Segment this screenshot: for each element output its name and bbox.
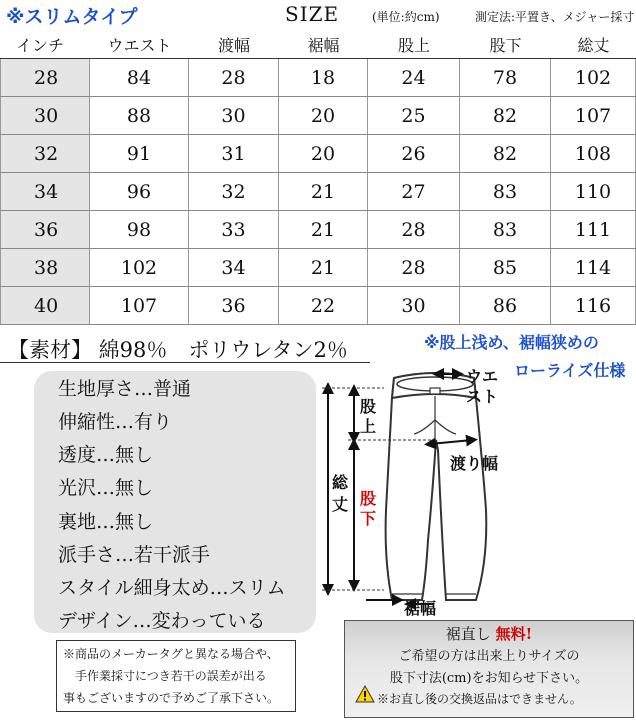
- value-cell: 22: [279, 287, 368, 324]
- value-cell: 102: [90, 249, 189, 286]
- header-rise: 股上: [397, 35, 430, 55]
- disclaimer-line3: 事もございますので予めご了承下さい。: [63, 691, 280, 705]
- inch-cell: 34: [0, 173, 90, 210]
- spec-design: デザイン…変わっている: [58, 610, 266, 632]
- repair-free-badge: 無料!: [495, 625, 533, 643]
- value-cell: 26: [368, 135, 460, 172]
- inch-cell: 32: [0, 135, 90, 172]
- table-row: [0, 249, 636, 287]
- spec-thickness: 生地厚さ…普通: [58, 378, 192, 400]
- size-heading: SIZE: [285, 2, 340, 26]
- value-cell: 110: [551, 173, 636, 210]
- table-row: [0, 287, 636, 325]
- repair-line1: ご希望の方は出来上りサイズの: [398, 649, 580, 664]
- value-cell: 85: [460, 249, 551, 286]
- table-row: [0, 97, 636, 135]
- value-cell: 20: [279, 135, 368, 172]
- inseam-label-1: 股: [360, 489, 377, 508]
- repair-line3: ※お直し後の交換返品はできません。: [377, 692, 582, 706]
- table-body: [0, 59, 636, 325]
- value-cell: 32: [189, 173, 279, 210]
- inch-cell: 40: [0, 287, 90, 324]
- value-cell: 21: [279, 249, 368, 286]
- value-cell: 107: [551, 97, 636, 134]
- material-text: 【素材】 綿98％ ポリウレタン2％: [8, 338, 348, 362]
- spec-fit: スタイル細身太め…スリム: [58, 577, 286, 599]
- disclaimer-line2: 手作業採寸につき若干の誤差が出る: [75, 669, 267, 683]
- value-cell: 86: [460, 287, 551, 324]
- repair-title: [345, 623, 633, 644]
- value-cell: 88: [90, 97, 189, 134]
- header-length: 総丈: [577, 35, 610, 55]
- value-cell: 91: [90, 135, 189, 172]
- value-cell: 83: [460, 211, 551, 248]
- header-hem: 裾幅: [307, 35, 340, 55]
- table-row: [0, 135, 636, 173]
- value-cell: 30: [189, 97, 279, 134]
- table-header: [0, 30, 636, 59]
- method-note: 測定法:平置き、メジャー採寸: [475, 10, 635, 24]
- hem-repair-box: [344, 620, 634, 718]
- value-cell: 28: [368, 211, 460, 248]
- table-row: [0, 173, 636, 211]
- value-cell: 28: [368, 249, 460, 286]
- value-cell: 84: [90, 59, 189, 96]
- table-row: [0, 211, 636, 249]
- value-cell: 83: [460, 173, 551, 210]
- disclaimer-box: [56, 640, 296, 712]
- size-table: [0, 30, 636, 325]
- value-cell: 98: [90, 211, 189, 248]
- value-cell: 36: [189, 287, 279, 324]
- inch-cell: 28: [0, 59, 90, 96]
- inch-cell: 30: [0, 97, 90, 134]
- warning-icon: [355, 685, 375, 703]
- header-waist: ウエスト: [107, 35, 172, 55]
- rise-label-2: 上: [360, 417, 377, 436]
- disclaimer-line1: ※商品のメーカータグと異なる場合や、: [63, 647, 279, 661]
- value-cell: 20: [279, 97, 368, 134]
- table-row: [0, 59, 636, 97]
- value-cell: 82: [460, 135, 551, 172]
- waist-label-1: ウエ: [466, 367, 499, 386]
- inch-cell: 38: [0, 249, 90, 286]
- spec-transparency: 透度…無し: [58, 444, 154, 466]
- value-cell: 21: [279, 173, 368, 210]
- value-cell: 107: [90, 287, 189, 324]
- hem-label: 裾幅: [404, 599, 437, 618]
- value-cell: 30: [368, 287, 460, 324]
- thigh-label: 渡り幅: [450, 454, 499, 473]
- inseam-label-2: 下: [360, 509, 377, 528]
- header-inch: インチ: [16, 35, 65, 55]
- repair-title-text: 裾直し: [445, 625, 491, 643]
- repair-line2: 股下寸法(cm)をお知らせ下さい。: [389, 671, 589, 686]
- value-cell: 116: [551, 287, 636, 324]
- fit-note-line1: ※股上浅め、裾幅狭めの: [424, 333, 599, 352]
- length-label-2: 丈: [332, 495, 349, 514]
- value-cell: 34: [189, 249, 279, 286]
- value-cell: 33: [189, 211, 279, 248]
- value-cell: 102: [551, 59, 636, 96]
- value-cell: 25: [368, 97, 460, 134]
- spec-flashiness: 派手さ…若干派手: [58, 544, 211, 566]
- value-cell: 31: [189, 135, 279, 172]
- waist-label-2: スト: [466, 387, 499, 406]
- header-inseam: 股下: [489, 35, 522, 55]
- unit-note: (単位:約cm): [372, 10, 440, 24]
- value-cell: 27: [368, 173, 460, 210]
- rise-label-1: 股: [360, 397, 377, 416]
- header-thigh: 渡幅: [217, 35, 250, 55]
- value-cell: 82: [460, 97, 551, 134]
- type-title: ※スリムタイプ: [6, 6, 138, 28]
- fit-note-line2: ローライズ仕様: [514, 361, 626, 380]
- value-cell: 18: [279, 59, 368, 96]
- spec-lining: 裏地…無し: [58, 511, 154, 533]
- length-label-1: 総: [332, 473, 349, 492]
- value-cell: 28: [189, 59, 279, 96]
- pants-outline: [386, 373, 487, 600]
- spec-stretch: 伸縮性…有り: [58, 411, 173, 433]
- value-cell: 111: [551, 211, 636, 248]
- inch-cell: 36: [0, 211, 90, 248]
- value-cell: 114: [551, 249, 636, 286]
- material-underline: [0, 362, 370, 363]
- value-cell: 21: [279, 211, 368, 248]
- value-cell: 108: [551, 135, 636, 172]
- spec-gloss: 光沢…無し: [58, 477, 154, 499]
- value-cell: 78: [460, 59, 551, 96]
- value-cell: 96: [90, 173, 189, 210]
- value-cell: 24: [368, 59, 460, 96]
